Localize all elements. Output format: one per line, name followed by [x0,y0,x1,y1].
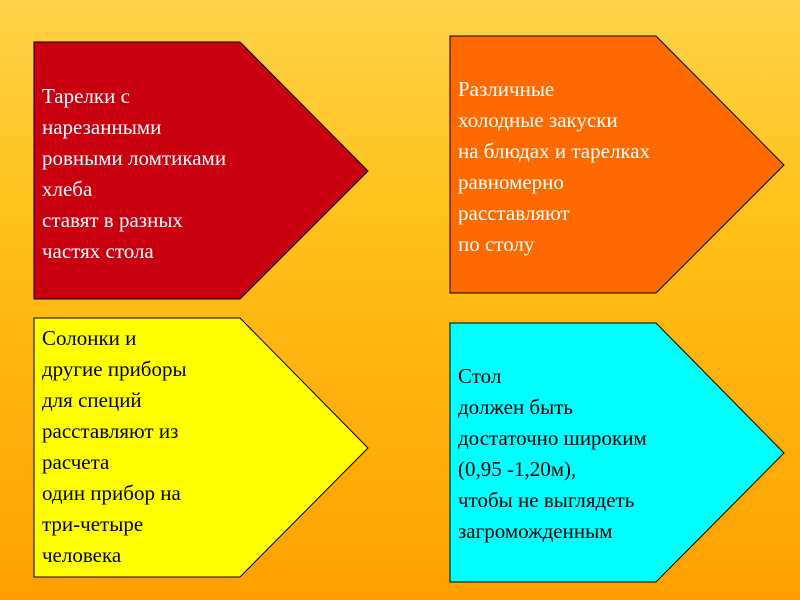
card-salt-shakers-text: Солонки и другие приборы для специй расставляют из расчета один прибор на три-четыре человека [42,326,187,567]
card-table-width-text: Стол должен быть достаточно широким (0,95 -1,20м), чтобы не выглядеть загроможденным [458,364,647,543]
card-cold-appetizers-text: Различные холодные закуски на блюдах и тарелках равномерно расставляют по столу [458,77,651,256]
card-bread-plates [34,42,369,300]
card-cold-appetizers [450,36,785,294]
card-salt-shakers [34,318,369,578]
card-table-width [450,323,785,583]
card-bread-plates-text: Тарелки с нарезанными ровными ломтиками хлеба ставят в разных частях стола [42,84,227,263]
